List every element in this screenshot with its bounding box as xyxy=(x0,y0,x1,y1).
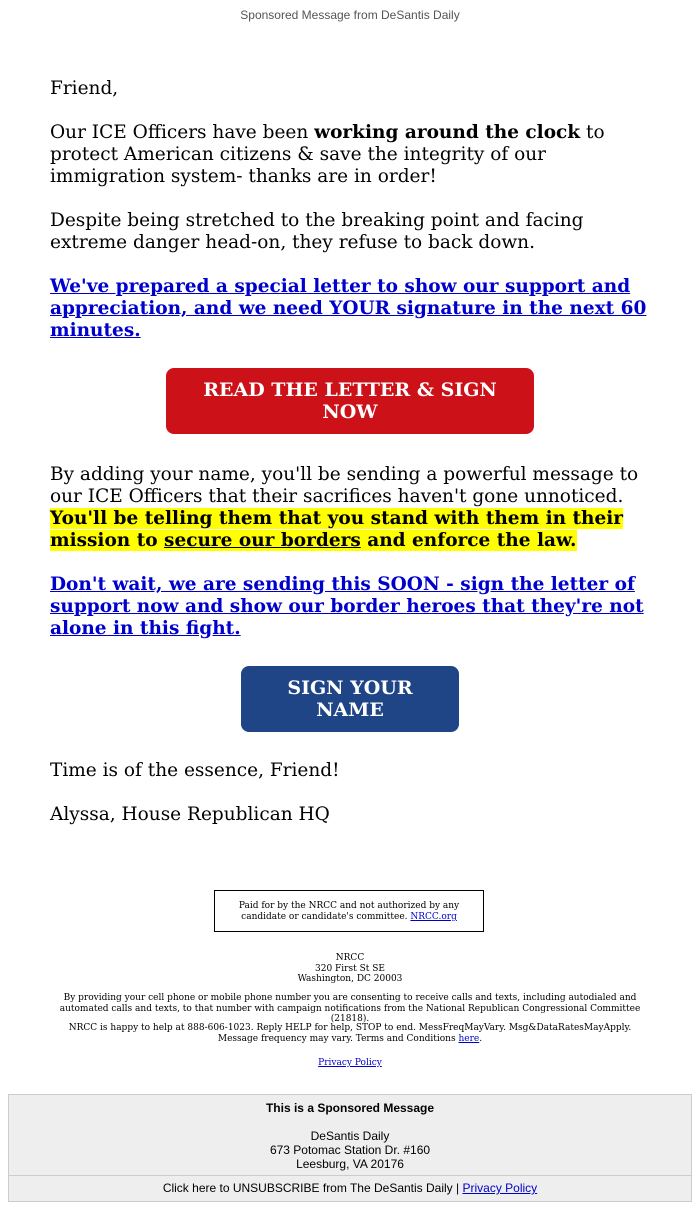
sponsor-title: This is a Sponsored Message xyxy=(265,1101,435,1115)
nrcc-privacy-link[interactable]: Privacy Policy xyxy=(318,1058,382,1068)
p3-highlight-underline: secure our borders xyxy=(164,530,361,551)
closing-line: Time is of the essence, Friend! xyxy=(50,760,340,781)
p1-start: Our ICE Officers have been xyxy=(50,122,315,143)
sms-consent-text: By providing your cell phone or mobile phone number you are consenting to receive calls and texts, including autodialed and automated calls and texts, to that number with campaign notifications from the National Republican Congressional Committee (21818). xyxy=(59,993,641,1024)
sponsor-street: 673 Potomac Station Dr. #160 xyxy=(269,1143,431,1157)
p3-highlight xyxy=(50,508,623,551)
sign-support-link[interactable]: Don't wait, we are sending this SOON - sign the letter of support now and show our border heroes that they're not alone in this fight. xyxy=(50,574,644,639)
org-city: Washington, DC 20003 xyxy=(297,974,403,984)
p3-highlight-1: You'll be telling them that you stand with them in their mission to xyxy=(50,508,624,551)
p3-start: By adding your name, you'll be sending a powerful message to our ICE Officers that their sacrifices haven't gone unnoticed. xyxy=(50,464,639,507)
p1-bold: working around the clock xyxy=(314,122,581,143)
button-row-2 xyxy=(50,666,650,732)
paragraph-2: Despite being stretched to the breaking point and facing extreme danger head-on, they refuse to back down. xyxy=(50,210,584,253)
help-text xyxy=(48,1023,652,1044)
unsubscribe-bar xyxy=(8,1176,692,1202)
help-text-body: NRCC is happy to help at 888-606-1023. Reply HELP for help, STOP to end. MessFreqMayVary. Msg&DataRatesMayApply. Message frequency may vary. Terms and Conditions xyxy=(68,1023,632,1044)
separator: | xyxy=(452,1181,463,1195)
paid-for-disclaimer xyxy=(214,890,484,932)
read-letter-sign-button[interactable]: READ THE LETTER & SIGN NOW xyxy=(166,368,534,434)
sign-your-name-button[interactable]: SIGN YOUR NAME xyxy=(241,666,459,732)
sign-letter-link[interactable]: We've prepared a special letter to show our support and appreciation, and we need YOUR signature in the next 60 minutes. xyxy=(50,276,647,341)
signature: Alyssa, House Republican HQ xyxy=(50,804,330,825)
p3-highlight-2: and enforce the law. xyxy=(360,530,577,551)
org-name: NRCC xyxy=(335,953,365,963)
greeting: Friend, xyxy=(50,78,119,99)
sponsor-privacy-link[interactable]: Privacy Policy xyxy=(462,1181,538,1195)
terms-link[interactable]: here xyxy=(458,1033,480,1044)
paragraph-link-2 xyxy=(50,574,650,640)
org-street: 320 First St SE xyxy=(315,963,385,974)
paragraph-1 xyxy=(50,122,650,188)
letter-body xyxy=(50,78,650,848)
unsubscribe-text[interactable]: Click here to UNSUBSCRIBE from The DeSantis Daily xyxy=(162,1181,453,1195)
p1-end: to protect American citizens & save the integrity of our immigration system- thanks are in order! xyxy=(50,122,605,187)
paragraph-link-1 xyxy=(50,276,650,342)
button-row-1 xyxy=(50,368,650,434)
sponsor-box xyxy=(8,1094,692,1176)
org-address xyxy=(0,953,700,985)
footer-privacy xyxy=(0,1058,700,1068)
sponsored-banner: Sponsored Message from DeSantis Daily xyxy=(240,8,460,22)
sponsor-city: Leesburg, VA 20176 xyxy=(296,1157,404,1171)
nrcc-link[interactable]: NRCC.org xyxy=(410,912,457,922)
help-text-end: . xyxy=(479,1033,483,1044)
paragraph-3 xyxy=(50,464,650,552)
sponsor-name: DeSantis Daily xyxy=(310,1129,390,1143)
paid-for-text: Paid for by the NRCC and not authorized by any candidate or candidate's committee. xyxy=(238,901,460,922)
